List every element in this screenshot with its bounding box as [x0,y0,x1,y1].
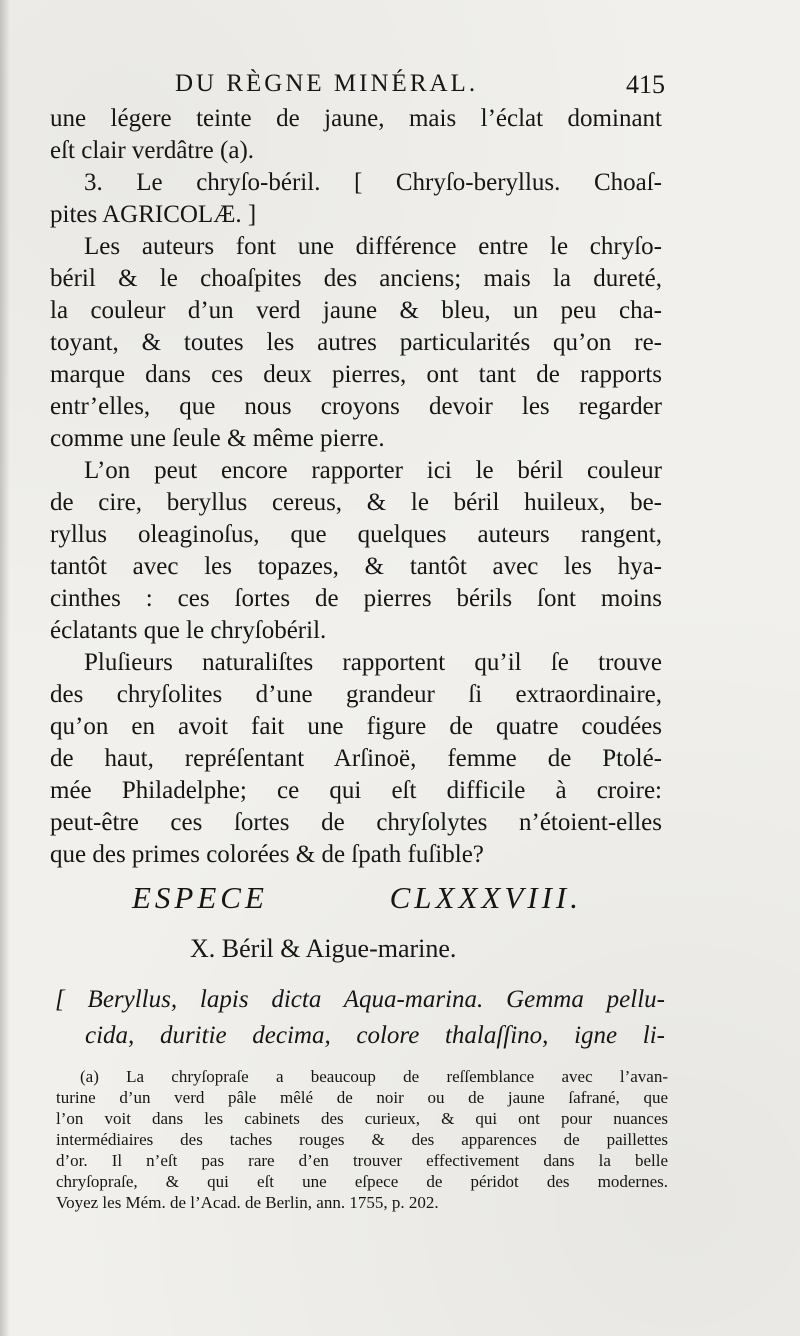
species-number: CLXXXVIII. [389,880,582,915]
text-line: toyant, & toutes les autres particularités qu’on re- [50,329,662,356]
footnote-line: Voyez les Mém. de l’Acad. de Berlin, ann. 1755, p. 202. [56,1193,439,1212]
text-line: la couleur d’un verd jaune & bleu, un peu cha- [50,297,662,324]
footnote-line: l’on voit dans les cabinets des curieux, & qui ont pour nuances [56,1109,668,1128]
species-label: ESPECE [132,880,268,915]
text-line: marque dans ces deux pierres, ont tant de rapports [50,361,662,388]
footnote-line: d’or. Il n’eſt pas rare d’en trouver effectivement dans la belle [56,1151,668,1170]
text-line: de cire, beryllus cereus, & le béril huileux, be- [50,489,662,516]
text-line: des chryſolites d’une grandeur ſi extraordinaire, [50,681,662,708]
footnote [56,1066,668,1213]
text-line: de haut, repréſentant Arſinoë, femme de Ptolé- [50,745,662,772]
variety-title: X. Béril & Aigue-marine. [190,934,457,963]
footnote-line: chryſopraſe, & qui eſt une eſpece de péridot des modernes. [56,1172,668,1191]
page-number: 415 [626,70,665,99]
page-gutter-shadow [0,0,10,1336]
text-line: que des primes colorées & de ſpath fuſible? [50,841,484,868]
text-line: entr’elles, que nous croyons devoir les regarder [50,393,662,420]
text-line: béril & le choaſpites des anciens; mais la dureté, [50,265,662,292]
text-line: comme une ſeule & même pierre. [50,425,385,452]
text-line: Les auteurs font une différence entre le chryſo- [84,233,662,260]
text-line: pites AGRICOLÆ. ] [50,201,257,228]
text-line: Pluſieurs naturaliſtes rapportent qu’il ſe trouve [84,649,662,676]
species-heading [132,880,582,924]
text-line: L’on peut encore rapporter ici le béril couleur [84,457,662,484]
footnote-line: (a) La chryſopraſe a beaucoup de reſſemblance avec l’avan- [80,1067,668,1086]
footnote-line: turine d’un verd pâle mêlé de noir ou de jaune ſafrané, que [56,1088,668,1107]
footnote-line: intermédiaires des taches rouges & des apparences de paillettes [56,1130,668,1149]
text-line: ryllus oleaginoſus, que quelques auteurs rangent, [50,521,662,548]
text-line: une légere teinte de jaune, mais l’éclat dominant [50,105,662,132]
text-line: peut-être ces ſortes de chryſolytes n’étoient-elles [50,809,662,836]
text-line: tantôt avec les topazes, & tantôt avec les hya- [50,553,662,580]
text-line: cinthes : ces ſortes de pierres bérils ſont moins [50,585,662,612]
latin-line: [ Beryllus, lapis dicta Aqua-marina. Gemma pellu- [55,986,665,1013]
text-line: qu’on en avoit fait une figure de quatre coudées [50,713,662,740]
text-line: mée Philadelphe; ce qui eſt difficile à croire: [50,777,662,804]
latin-description [55,982,665,1054]
main-text [50,103,662,871]
text-line: eſt clair verdâtre (a). [50,137,255,164]
latin-line: cida, duritie decima, colore thalaſſino, igne li- [85,1022,665,1049]
text-line: éclatants que le chryſobéril. [50,617,327,644]
text-line: 3. Le chryſo-béril. [ Chryſo-beryllus. Choaſ- [84,169,662,196]
running-head: DU RÈGNE MINÉRAL. [175,70,479,97]
